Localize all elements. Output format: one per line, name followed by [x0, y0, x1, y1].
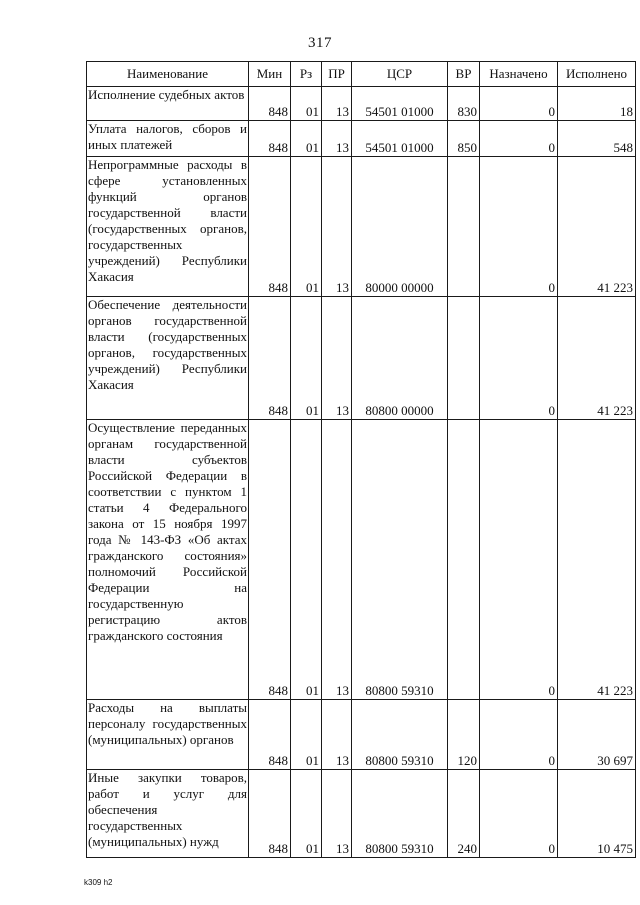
row-csr: 80800 59310 — [352, 700, 448, 770]
row-pr: 13 — [322, 121, 352, 157]
row-name: Непрограммные расходы в сфере установленных функций органов государственной власти (государственных органов, государственных учреждений) Республики Хакасия — [87, 157, 249, 297]
row-vr: 120 — [448, 700, 480, 770]
header-executed: Исполнено — [558, 62, 636, 87]
row-pr: 13 — [322, 297, 352, 420]
row-assigned: 0 — [480, 121, 558, 157]
row-assigned: 0 — [480, 420, 558, 700]
row-min: 848 — [249, 420, 291, 700]
row-executed: 41 223 — [558, 297, 636, 420]
row-min: 848 — [249, 700, 291, 770]
row-rz: 01 — [291, 770, 322, 858]
row-min: 848 — [249, 770, 291, 858]
row-rz: 01 — [291, 121, 322, 157]
row-rz: 01 — [291, 87, 322, 121]
row-executed: 30 697 — [558, 700, 636, 770]
row-name: Осуществление переданных органам государственной власти субъектов Российской Федерации в соответствии с пунктом 1 статьи 4 Федерального закона от 15 ноября 1997 года № 143-ФЗ «Об актах гражданского состояния» полномочий Российской Федерации на государственную регистрацию актов гражданского состояния — [87, 420, 249, 700]
table-row — [87, 770, 636, 858]
row-assigned: 0 — [480, 770, 558, 858]
row-min: 848 — [249, 157, 291, 297]
row-csr: 54501 01000 — [352, 87, 448, 121]
row-executed: 41 223 — [558, 420, 636, 700]
row-rz: 01 — [291, 297, 322, 420]
row-assigned: 0 — [480, 700, 558, 770]
row-vr: 850 — [448, 121, 480, 157]
row-executed: 41 223 — [558, 157, 636, 297]
row-executed: 10 475 — [558, 770, 636, 858]
row-min: 848 — [249, 87, 291, 121]
budget-table — [86, 61, 636, 858]
header-rz: Рз — [291, 62, 322, 87]
table-row — [87, 121, 636, 157]
table-row — [87, 297, 636, 420]
row-min: 848 — [249, 121, 291, 157]
row-pr: 13 — [322, 87, 352, 121]
header-row — [87, 62, 636, 87]
row-name: Иные закупки товаров, работ и услуг для обеспечения государственных (муниципальных) нужд — [87, 770, 249, 858]
table-row — [87, 157, 636, 297]
row-name: Уплата налогов, сборов и иных платежей — [87, 121, 249, 157]
row-rz: 01 — [291, 700, 322, 770]
header-vr: ВР — [448, 62, 480, 87]
page-number: 317 — [308, 35, 332, 51]
row-name: Обеспечение деятельности органов государственной власти (государственных органов, государственных учреждений) Республики Хакасия — [87, 297, 249, 420]
table-row — [87, 700, 636, 770]
row-csr: 54501 01000 — [352, 121, 448, 157]
row-executed: 18 — [558, 87, 636, 121]
row-assigned: 0 — [480, 297, 558, 420]
row-pr: 13 — [322, 770, 352, 858]
row-assigned: 0 — [480, 87, 558, 121]
table-row — [87, 87, 636, 121]
header-min: Мин — [249, 62, 291, 87]
footer-code: k309 h2 — [84, 878, 113, 887]
table-body — [87, 87, 636, 858]
row-pr: 13 — [322, 157, 352, 297]
row-name: Исполнение судебных актов — [87, 87, 249, 121]
row-vr — [448, 157, 480, 297]
row-pr: 13 — [322, 700, 352, 770]
row-csr: 80000 00000 — [352, 157, 448, 297]
row-csr: 80800 00000 — [352, 297, 448, 420]
row-rz: 01 — [291, 420, 322, 700]
row-vr: 240 — [448, 770, 480, 858]
row-assigned: 0 — [480, 157, 558, 297]
row-csr: 80800 59310 — [352, 420, 448, 700]
row-vr — [448, 297, 480, 420]
header-assigned: Назначено — [480, 62, 558, 87]
row-vr: 830 — [448, 87, 480, 121]
table-row — [87, 420, 636, 700]
header-csr: ЦСР — [352, 62, 448, 87]
table-header — [87, 62, 636, 87]
row-vr — [448, 420, 480, 700]
row-csr: 80800 59310 — [352, 770, 448, 858]
row-name: Расходы на выплаты персоналу государственных (муниципальных) органов — [87, 700, 249, 770]
header-pr: ПР — [322, 62, 352, 87]
row-executed: 548 — [558, 121, 636, 157]
row-pr: 13 — [322, 420, 352, 700]
header-name: Наименование — [87, 62, 249, 87]
row-min: 848 — [249, 297, 291, 420]
row-rz: 01 — [291, 157, 322, 297]
